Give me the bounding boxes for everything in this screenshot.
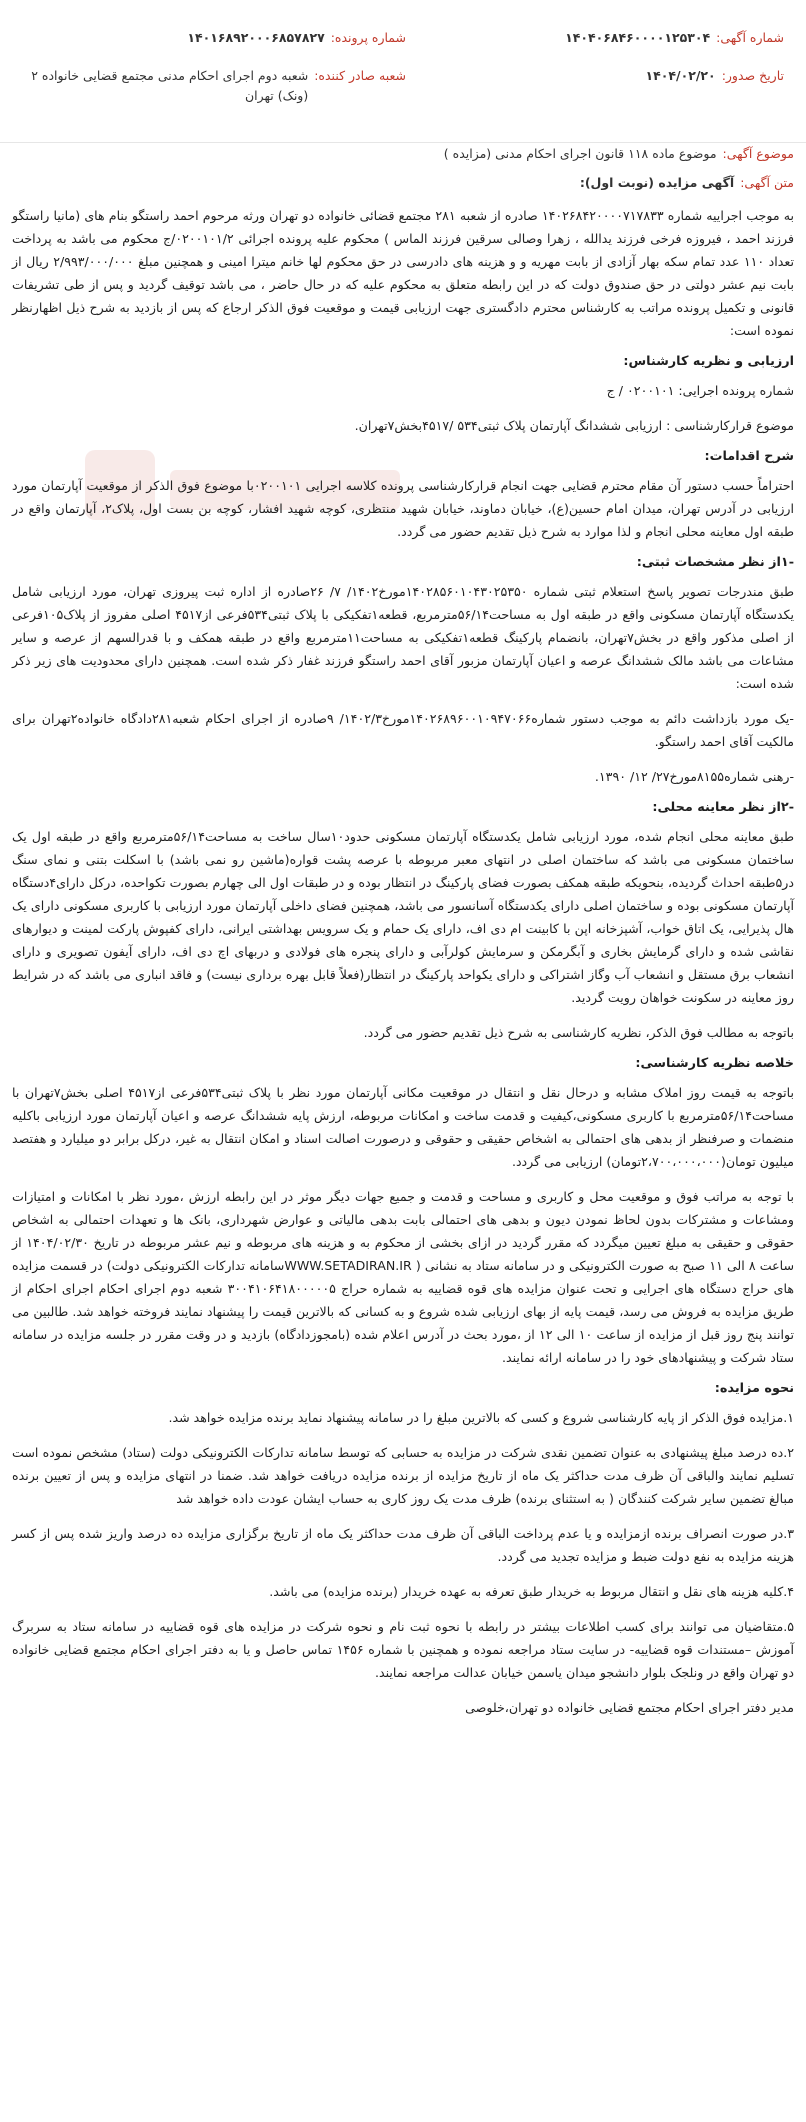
case-number: ۱۴۰۱۶۸۹۲۰۰۰۶۸۵۷۸۲۷: [187, 30, 325, 45]
issue-date-label: تاریخ صدور:: [721, 68, 784, 83]
ad-number-row: [424, 28, 784, 48]
local-paragraph: طبق معاینه محلی انجام شده، مورد ارزیابی شامل یکدستگاه آپارتمان مسکونی حدود۱۰سال ساخت به مساحت۵۶/۱۴مترمربع واقع در طبقه اول یک ساختمان مسکونی می باشد که ساختمان اصلی در انتهای معبر مربوطه با عرصه پشت قواره(ماشین رو نمی باشد) با اسکلت بتنی و نمای سنگ در۵طبقه احداث گردیده، بنحویکه طبقه همکف بصورت فضای پارکینگ در انتظار بوده و در طبقات اول الی چهارم بصورت تکواحده، درکل دارای۴دستگاه آپارتمان مسکونی بوده و ساختمان اصلی دارای یکدستگاه آسانسور می باشد، همچنین فضای داخلی آپارتمان مورد ارزیابی با کاربری مسکونی دارای یک هال پذیرایی، یک اتاق خواب، آشپزخانه اپن با کابینت ام دی اف، دارای یک حمام و یک سرویس بهداشتی ایرانی، دارای کفپوش پارکت لمینت و دیوارهای نقاشی شده و دارای گرمایش بخاری و آبگرمکن و سرمایش کولرآبی و دارای پنجره های فولادی و دربهای اچ دی اف، دارای آیفون تصویری و دارای انشعاب برق مستقل و انشعاب آب وگاز اشتراکی و دارای یکواحد پارکینگ در انتظار(فعلاً قابل بهره برداری نیست) و فاقد انباری می باشد که در شرایط روز معاینه در سکونت خواهان رویت گردید.: [12, 829, 794, 1005]
signature-line: مدیر دفتر اجرای احکام مجتمع قضایی خانواده دو تهران،خلوصی: [465, 1700, 794, 1715]
issuer-row: [26, 66, 406, 106]
subject-label: موضوع آگهی:: [722, 146, 794, 161]
registry-paragraph: طبق مندرجات تصویر پاسخ استعلام ثبتی شماره ۱۴۰۲۸۵۶۰۱۰۴۳۰۲۵۳۵۰مورخ۱۴۰۲/ ۷/ ۲۶صادره از اداره ثبت پیروزی تهران، مورد ارزیابی شامل یکدستگاه آپارتمان مسکونی واقع در طبقه اول به مساحت۵۶/۱۴مترمربع، قطعه۱تفکیکی با پلاک ثبتی۵۳۴فرعی از۴۵۱۷ اصلی مفروز از پلاک۱۰۵فرعی از اصلی مذکور واقع در بخش۷تهران، بانضمام پارکینگ قطعه۱تفکیکی به مساحت۱۱مترمربع واقع در طبقه همکف و با قدرالسهم از عرصه و سایر مشاعات می باشد مالک ششدانگ عرصه و اعیان آپارتمان مزبور آقای احمد راستگو فرزند غفار ذکر شده است. همچنین دارای محدودیت های زیر ذکر شده است:: [12, 584, 794, 691]
registry-title: -۱از نظر مشخصات ثبتی:: [636, 555, 794, 570]
ad-number: ۱۴۰۴۰۶۸۴۶۰۰۰۰۱۲۵۳۰۴: [565, 30, 711, 45]
header-right-column: [424, 28, 784, 104]
summary-title: خلاصه نظریه کارشناسی:: [635, 1056, 794, 1071]
rule-2: ۲.ده درصد مبلغ پیشنهادی به عنوان تضمین نقدی شرکت در مزایده به حسابی که توسط سامانه تدارکات الکترونیکی دولت (ستاد) مشخص نموده است تسلیم نمایند والباقی آن ظرف مدت حداکثر یک ماه از تاریخ مزایده از برنده مزایده دریافت خواهد شد. ضمنا در انتهای مزایده و پس از تعیین برنده مبالغ تضمین سایر شرکت کنندگان ( به استثنای برنده) ظرف مدت یک روز کاری به حساب ایشان عودت داده خواهد شد: [12, 1445, 794, 1506]
detention-paragraph: -یک مورد بازداشت دائم به موجب دستور شماره۱۴۰۲۶۸۹۶۰۰۱۰۹۴۷۰۶۶مورخ۱۴۰۲/۳/ ۹صادره از اجرای احکام شعبه۲۸۱دادگاه خانواده۲تهران برای مالکیت آقای احمد راستگو.: [12, 711, 794, 749]
howto-title: نحوه مزایده:: [714, 1381, 794, 1396]
rule-4: ۴.کلیه هزینه های نقل و انتقال مربوط به خریدار طبق تعرفه به عهده خریدار (برنده مزایده) می باشد.: [269, 1584, 794, 1599]
appraisal-title: ارزیابی و نظریه کارشناس:: [623, 354, 794, 369]
text-title: آگهی مزایده (نوبت اول):: [579, 175, 735, 190]
text-label: متن آگهی:: [740, 175, 794, 190]
subject-row: [12, 146, 794, 161]
rule-3: ۳.در صورت انصراف برنده ازمزایده و یا عدم پرداخت الباقی آن ظرف مدت حداکثر یک ماه از تاریخ برگزاری مزایده ده درصد واریز شده پس از کسر هزینه مزایده به نفع دولت ضبط و مزایده تجدید می گردد.: [12, 1526, 794, 1564]
actions-paragraph: احتراماً حسب دستور آن مقام محترم قضایی جهت انجام قرارکارشناسی پرونده کلاسه اجرایی ۰۲۰۰۱۰۱با موضوع فوق الذکر از موقعیت آپارتمان مورد ارزیابی در آدرس تهران، میدان امام حسین(ع)، خیابان دماوند، خیابان شهید منتظری، کوچه شهید افشار، کوچه بن بست اول، پلاک۲، آپارتمان واقع در طبقه اول معاینه محلی انجام و لذا موارد به شرح ذیل تقدیم حضور می گردد.: [12, 478, 795, 539]
intro-paragraph: به موجب اجراییه شماره ۱۴۰۲۶۸۴۲۰۰۰۰۷۱۷۸۳۳ صادره از شعبه ۲۸۱ مجتمع قضائی خانواده دو تهران ورثه مرحوم احمد راستگو بنام های (مانیا راستگو فرزند احمد ، فیروزه فرخی فرزند یدالله ، زهرا وصالی سرقین فرزند الماس ) محکوم علیه پرونده اجرائی ۰۲۰۰۱۰۱/۲/ج محکوم می باشد به پرداخت تعداد ۱۱۰ عدد تمام سکه بهار آزادی از بابت مهریه و و هزینه های دادرسی در حق محکوم لها خانم میترا امینی و همچنین مبلغ ۲/۹۹۳/۰۰۰/۰۰۰ ریال از بابت نیم عشر دولتی در حق صندوق دولت که در این رابطه متعلق به محکوم علیه که در حال حاضر ، می باشد توقیف گردید و پس از طی تشریفات قانونی و تکمیل پرونده مراتب به کارشناس محترم دادگستری جهت ارزیابی قیمت و موقعیت فوق الذکر ارجاع که پس از بازدید به شرح ذیل اظهارنظر نموده است:: [12, 208, 794, 338]
text-title-row: [12, 175, 794, 190]
rule-5: ۵.متقاضیان می توانند برای کسب اطلاعات بیشتر در رابطه با نحوه ثبت نام و نحوه شرکت در مزایده های قوه قضاییه در سامانه ستاد به سربرگ آموزش –مستندات قوه قضاییه- در سایت ستاد مراجعه نموده و همچنین با شماره ۱۴۵۶ تماس حاصل و یا به دفتر اجرای احکام مجتمع قضایی خانواده دو تهران واقع در ونلجک بلوار دانشجو میدان یاسمن خیابان عدالت مراجعه نمایند.: [12, 1619, 794, 1680]
case-no-line: شماره پرونده اجرایی: ۰۲۰۰۱۰۱ / ج: [606, 383, 794, 398]
ad-number-label: شماره آگهی:: [716, 30, 784, 45]
rule-1: ۱.مزایده فوق الذکر از پایه کارشناسی شروع و کسی که بالاترین مبلغ را در سامانه پیشنهاد نماید برنده مزایده خواهد شد.: [168, 1410, 794, 1425]
case-number-row: [26, 28, 406, 48]
summary-paragraph: باتوجه به قیمت روز املاک مشابه و درحال نقل و انتقال در موقعیت مکانی آپارتمان مورد نظر با پلاک ثبتی۵۳۴فرعی از۴۵۱۷ اصلی بخش۷تهران با مساحت۵۶/۱۴مترمربع با کاربری مسکونی،کیفیت و قدمت ساخت و امکانات مربوطه، ارزش پایه ششدانگ عرصه و اعیان آپارتمان مورد ارزیابی باکلیه منضمات و صرفنظر از بدهی های احتمالی به اشخاص حقیقی و حقوقی و درصورت اصالت اسناد و امکان انتقال به غیر، درکل برابر دو میلیارد و هفتصد میلیون تومان(۲،۷۰۰،۰۰۰،۰۰۰تومان) ارزیابی می گردد.: [12, 1085, 794, 1169]
ad-header: [0, 0, 806, 143]
subject: موضوع ماده ۱۱۸ قانون اجرای احکام مدنی (مزایده ): [443, 146, 717, 161]
terms-paragraph: با توجه به مراتب فوق و موقعیت محل و کاربری و مساحت و قدمت و جمیع جهات دیگر موثر در این رابطه ارزش ،مورد نظر با امکانات و امتیازات ومشاعات و مشترکات بدون لحاظ نمودن دیون و بدهی های احتمالی بابت بدهی مالیاتی و عوارض شهرداری، بانک ها و تعهدات احتمالی به اشخاص حقوقی و حقیقی به مبلغ تعیین میگردد که مقرر گردید در ازای بخشی از محکوم به و هزینه های مربوطه و نیم عشر مربوطه در تاریخ ۱۴۰۴/۰۲/۳۰ از ساعت ۸ الی ۱۱ صبح به صورت الکترونیکی و در سامانه ستاد به نشانی ( WWW.SETADIRAN.IRسامانه تدارکات الکترونیکی دولت) در قسمت مزایده های حراج دستگاه های اجرایی و تحت عنوان مزایده های قوه قضاییه به شماره حراج ۳۰۰۴۱۰۶۴۱۸۰۰۰۰۰۵ شعبه دوم اجرای احکام اجرای احکام از طریق مزایده به فروش می رسد، قیمت پایه از بهای ارزیابی شده شروع و به کسانی که بالاترین قیمت را پیشنهاد نمایند فروخته خواهد شد. طالبین می توانند پنج روز قبل از مزایده از ساعت ۱۰ الی ۱۲ از ،مورد بحث در آدرس اعلام شده (بامجوزدادگاه) بازدید و در وقت مقرر در جلسه مزایده در سامانه ستاد شرکت و پیشنهادهای خود را در سامانه ارائه نمایند.: [12, 1189, 795, 1365]
issuer: شعبه دوم اجرای احکام مدنی مجتمع قضایی خانواده ۲ (ونک) تهران: [31, 68, 309, 103]
ad-body: [12, 146, 794, 1731]
local-title: -۲از نظر معاینه محلی:: [652, 800, 794, 815]
conclusion-line: باتوجه به مطالب فوق الذکر، نظریه کارشناسی به شرح ذیل تقدیم حضور می گردد.: [363, 1025, 794, 1040]
issuer-label: شعبه صادر کننده:: [314, 68, 406, 83]
issue-date: ۱۴۰۴/۰۲/۲۰: [645, 68, 716, 83]
issue-date-row: [424, 66, 784, 86]
actions-title: شرح اقدامات:: [704, 449, 794, 464]
subject-line: موضوع قرارکارشناسی : ارزیابی ششدانگ آپارتمان پلاک ثبتی۵۳۴ /۴۵۱۷بخش۷تهران.: [354, 418, 794, 433]
case-number-label: شماره پرونده:: [330, 30, 406, 45]
header-left-column: [26, 28, 406, 124]
mortgage-line: -رهنی شماره۸۱۵۵مورخ۲۷/ ۱۲/ ۱۳۹۰.: [594, 769, 794, 784]
